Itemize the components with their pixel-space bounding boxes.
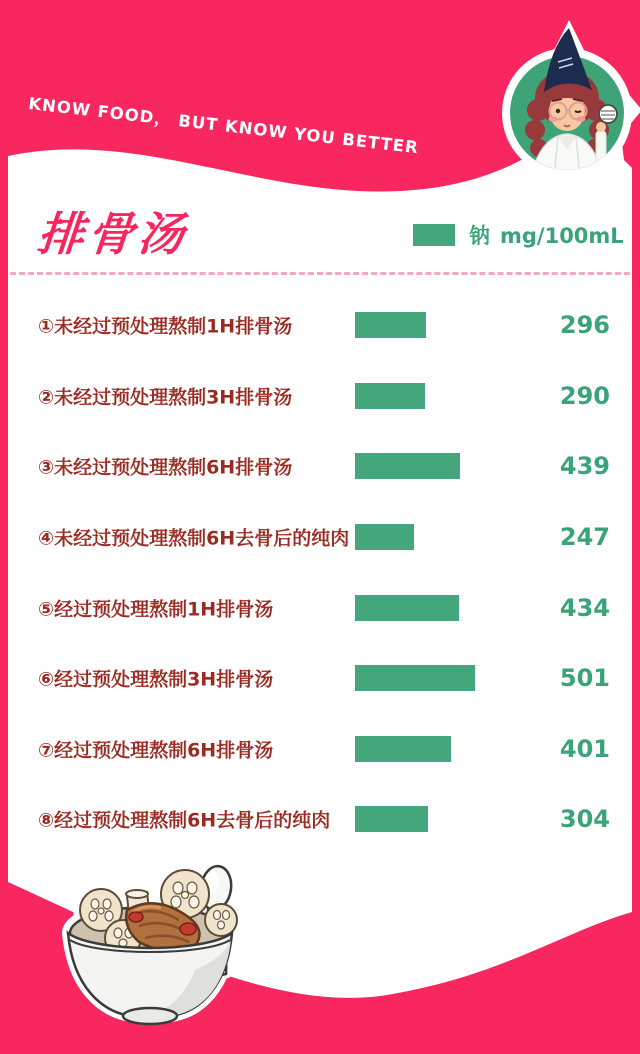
legend-label bbox=[469, 220, 624, 250]
sodium-bar bbox=[355, 524, 414, 550]
legend-swatch bbox=[413, 224, 455, 246]
row-value: 296 bbox=[559, 311, 610, 340]
row-label: ③未经过预处理熬制6H排骨汤 bbox=[38, 456, 293, 479]
nutritionist-avatar-icon bbox=[492, 18, 640, 188]
row-label: ⑤经过预处理熬制1H排骨汤 bbox=[38, 598, 274, 621]
header-tagline: KNOW FOOD， BUT KNOW YOU BETTER bbox=[27, 93, 420, 158]
legend-series: 钠 bbox=[469, 224, 490, 248]
row-label: ④未经过预处理熬制6H去骨后的纯肉 bbox=[38, 527, 350, 550]
table-row bbox=[8, 572, 632, 643]
sodium-bar bbox=[355, 383, 425, 409]
row-label: ⑦经过预处理熬制6H排骨汤 bbox=[38, 739, 274, 762]
sodium-bar bbox=[355, 736, 451, 762]
page-title: 排骨汤 bbox=[35, 207, 191, 261]
sodium-bar bbox=[355, 806, 428, 832]
table-row bbox=[8, 784, 632, 855]
row-value: 247 bbox=[559, 523, 610, 552]
row-value: 401 bbox=[559, 734, 610, 763]
pork-rib-soup-bowl-icon bbox=[35, 850, 275, 1050]
chart-legend bbox=[413, 220, 624, 250]
table-row bbox=[8, 714, 632, 785]
sodium-bar bbox=[355, 312, 426, 338]
nutritionist-avatar bbox=[492, 18, 640, 188]
table-row bbox=[8, 502, 632, 573]
row-value: 304 bbox=[559, 805, 610, 834]
row-label: ①未经过预处理熬制1H排骨汤 bbox=[38, 315, 293, 338]
table-row bbox=[8, 290, 632, 361]
row-label: ⑧经过预处理熬制6H去骨后的纯肉 bbox=[38, 809, 331, 832]
row-value: 439 bbox=[559, 452, 610, 481]
table-row bbox=[8, 431, 632, 502]
row-label: ②未经过预处理熬制3H排骨汤 bbox=[38, 386, 293, 409]
sodium-bar bbox=[355, 453, 460, 479]
table-row bbox=[8, 643, 632, 714]
row-label: ⑥经过预处理熬制3H排骨汤 bbox=[38, 668, 274, 691]
row-value: 434 bbox=[559, 593, 610, 622]
bar-chart bbox=[8, 290, 632, 855]
row-value: 501 bbox=[559, 664, 610, 693]
sodium-bar bbox=[355, 595, 459, 621]
legend-unit: mg/100mL bbox=[500, 224, 624, 248]
table-row bbox=[8, 361, 632, 432]
row-value: 290 bbox=[559, 381, 610, 410]
sodium-bar bbox=[355, 665, 475, 691]
soup-bowl-illustration bbox=[35, 850, 275, 1050]
dashed-divider bbox=[10, 272, 630, 275]
